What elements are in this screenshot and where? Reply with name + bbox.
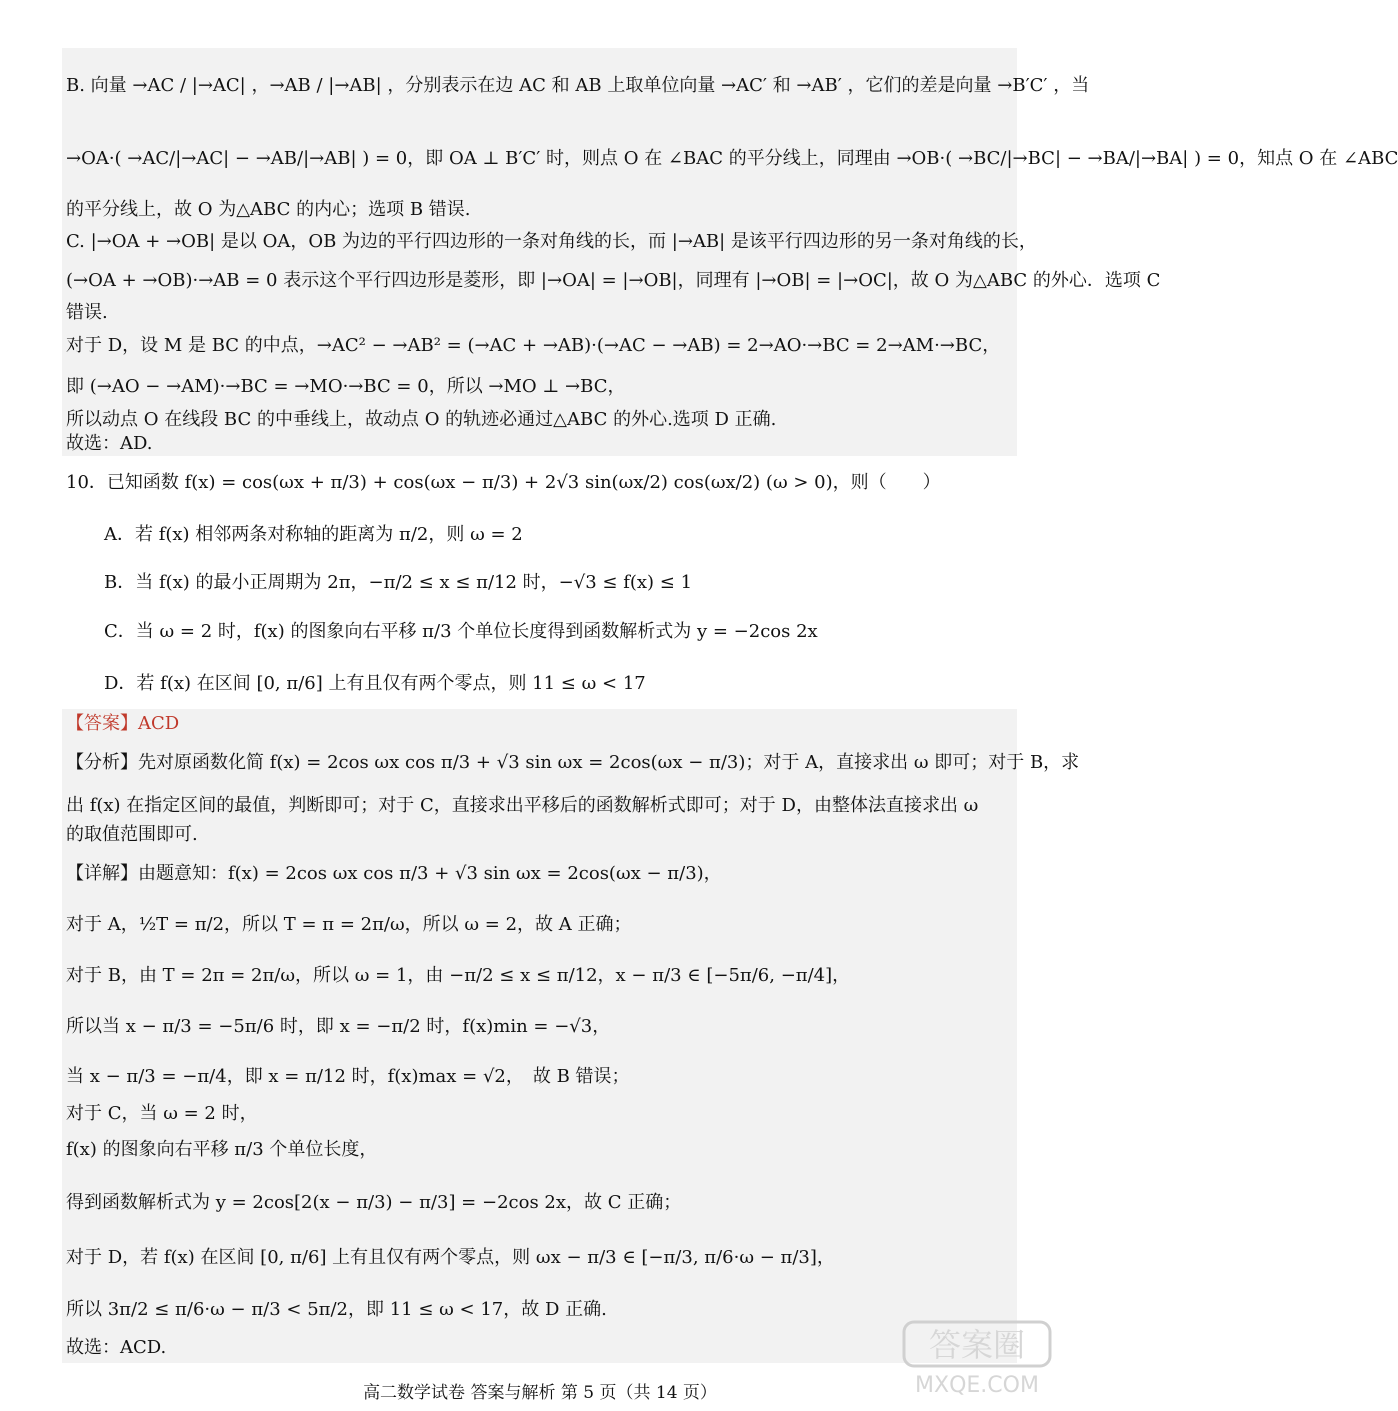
text-line: 即 (→AO − →AM)·→BC = →MO·→BC = 0，所以 →MO ⊥ →BC， [66,376,626,397]
text-line: 的取值范围即可. [66,824,198,845]
text-line: 所以动点 O 在线段 BC 的中垂线上，故动点 O 的轨迹必通过△ABC 的外心.选项 D 正确. [66,409,777,430]
answer-label: 【答案】ACD [66,713,180,734]
text-line: C. |→OA + →OB| 是以 OA，OB 为边的平行四边形的一条对角线的长，而 |→AB| 是该平行四边形的另一条对角线的长， [66,231,1037,252]
text-line: (→OA + →OB)·→AB = 0 表示这个平行四边形是菱形，即 |→OA| = |→OB|，同理有 |→OB| = |→OC|，故 O 为△ABC 的外心．选项 C [66,270,1161,291]
question-stem: 10．已知函数 f(x) = cos(ωx + π/3) + cos(ωx − π/3) + 2√3 sin(ωx/2) cos(ωx/2) (ω > 0)，则（ ） [66,472,941,493]
text-line: 对于 A，½T = π/2，所以 T = π = 2π/ω，所以 ω = 2，故 A 正确； [66,914,632,935]
text-line: 故选：AD. [66,433,153,454]
option-d: D．若 f(x) 在区间 [0, π/6] 上有且仅有两个零点，则 11 ≤ ω < 17 [104,673,646,694]
text-line: 当 x − π/3 = −π/4，即 x = π/12 时，f(x)max = √2， 故 B 错误； [66,1066,630,1087]
text-line: f(x) 的图象向右平移 π/3 个单位长度， [66,1139,378,1160]
option-a: A．若 f(x) 相邻两条对称轴的距离为 π/2，则 ω = 2 [104,524,523,545]
text-line: 对于 D，若 f(x) 在区间 [0, π/6] 上有且仅有两个零点，则 ωx − π/3 ∈ [−π/3, π/6·ω − π/3]， [66,1247,835,1268]
text-line: →OA·( →AC/|→AC| − →AB/|→AB| ) = 0，即 OA ⊥ B′C′ 时，则点 O 在 ∠BAC 的平分线上，同理由 →OB·( →BC/|→BC| − →BA/|→BA| ) = 0，知点 O 在 ∠ABC [66,148,1398,169]
page-footer: 高二数学试卷 答案与解析 第 5 页（共 14 页） [363,1383,717,1403]
svg-text:答案圈: 答案圈 [928,1326,1026,1364]
text-line: 错误. [66,302,108,323]
text-line: 【详解】由题意知：f(x) = 2cos ωx cos π/3 + √3 sin ωx = 2cos(ωx − π/3)， [66,863,722,884]
svg-text:MXQE.COM: MXQE.COM [915,1373,1039,1398]
option-b: B．当 f(x) 的最小正周期为 2π，−π/2 ≤ x ≤ π/12 时，−√3 ≤ f(x) ≤ 1 [104,572,693,593]
text-line: 的平分线上，故 O 为△ABC 的内心；选项 B 错误. [66,199,471,220]
text-line: 所以 3π/2 ≤ π/6·ω − π/3 < 5π/2，即 11 ≤ ω < 17，故 D 正确. [66,1299,607,1320]
text-line: 对于 C，当 ω = 2 时， [66,1103,258,1124]
text-line: 得到函数解析式为 y = 2cos[2(x − π/3) − π/3] = −2cos 2x，故 C 正确； [66,1192,682,1213]
text-line: 对于 B，由 T = 2π = 2π/ω，所以 ω = 1，由 −π/2 ≤ x ≤ π/12，x − π/3 ∈ [−5π/6, −π/4]， [66,965,851,986]
text-line: 【分析】先对原函数化简 f(x) = 2cos ωx cos π/3 + √3 sin ωx = 2cos(ωx − π/3)；对于 A，直接求出 ω 即可；对于 B，求 [66,752,1080,773]
option-c: C．当 ω = 2 时，f(x) 的图象向右平移 π/3 个单位长度得到函数解析式为 y = −2cos 2x [104,621,818,642]
text-line: 出 f(x) 在指定区间的最值，判断即可；对于 C，直接求出平移后的函数解析式即可；对于 D，由整体法直接求出 ω [66,795,979,816]
text-line: 所以当 x − π/3 = −5π/6 时，即 x = −π/2 时，f(x)min = −√3， [66,1016,611,1037]
text-line: B. 向量 →AC / |→AC| ，→AB / |→AB| ，分别表示在边 AC 和 AB 上取单位向量 →AC′ 和 →AB′ ，它们的差是向量 →B′C′ ，当 [66,75,1090,96]
watermark-logo [902,1318,1052,1398]
text-line: 故选：ACD. [66,1337,167,1358]
text-line: 对于 D，设 M 是 BC 的中点，→AC² − →AB² = (→AC + →AB)·(→AC − →AB) = 2→AO·→BC = 2→AM·→BC， [66,335,1001,356]
